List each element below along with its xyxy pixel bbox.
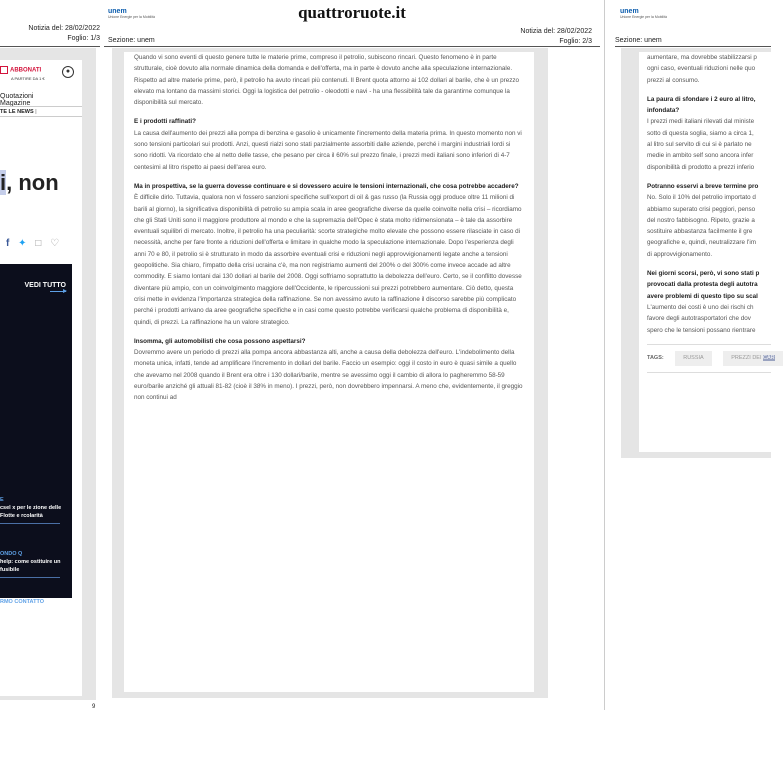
left-nav: [0, 93, 82, 107]
text-line: medie in ambito self sono ancora infer: [647, 152, 754, 160]
left-header-divider: [0, 46, 100, 47]
center-section-label: Sezione: unem: [108, 37, 155, 44]
bookmark-icon[interactable]: □: [35, 238, 42, 249]
text-line: favore degli autotrasportatori che dov: [647, 315, 751, 323]
unem-logo-sub: Unione Energie per la Mobilità: [108, 15, 155, 19]
news-text: csel x per le zione delle Flotte e rcolarità: [0, 505, 62, 519]
text-line: Potranno esservi a breve termine pro: [647, 182, 759, 190]
article-paragraph: [647, 192, 771, 260]
text-line: prezzi al consumo.: [647, 76, 700, 84]
left-page-content: [0, 60, 82, 696]
text-line: disponibilità di prodotto a prezzi inferio: [647, 163, 755, 171]
right-article-body: [639, 52, 775, 452]
text-line: del nostro fabbisogno. Ripeto, grazie a: [647, 216, 755, 224]
center-header-sheet: Foglio: 2/3: [559, 38, 592, 45]
text-line: Nei giorni scorsi, però, vi sono stati p: [647, 270, 760, 278]
center-header-date: Notizia del: 28/02/2022: [520, 28, 592, 35]
nav-item-quotazioni[interactable]: Quotazioni: [0, 93, 34, 100]
text-line: spero che le tensioni possano rientrare: [647, 326, 756, 334]
unem-logo-sub: Unione Energie per la Mobilità: [620, 15, 667, 19]
article-paragraph: Dovremmo avere un periodo di prezzi alla pompa ancora abbastanza alti, anche a causa della debolezza dell'euro. L'indebolimento della moneta unica, infatti, tende ad amplificare l'incremento in dollari del barile. Faccio un esempio: oggi il costo in euro è quasi simile a quello che avevamo nel 2008 quando il Brent era oltre i 130 dollari/barile, mentre se avessimo oggi il cambio di allora lo pagheremmo 58-59 euro/barile anziché gli attuali 81-82 (cioè il 38% in meno). I prezzi, però, non dovrebbero impennarsi. A meno che, evidentemente, il greggio non continui ad: [134, 349, 523, 402]
text-line: I prezzi medi italiani rilevati dal ministe: [647, 118, 755, 126]
twitter-icon[interactable]: ✦: [18, 238, 27, 249]
news-text: uanto va forte e ome si guida HyperGT...: [0, 607, 60, 621]
tag-prezzi-highlight: CAR: [763, 354, 775, 361]
text-line: No. Solo il 10% del petrolio importato d: [647, 194, 756, 202]
unem-logo: [620, 9, 667, 19]
nav-item-magazine[interactable]: Magazine: [0, 100, 31, 107]
article-question: [647, 94, 771, 117]
text-line: aumentare, ma dovrebbe stabilizzarsi p: [647, 54, 757, 61]
left-page-header: [0, 24, 100, 44]
text-line: ogni caso, eventuali riduzioni nelle quo: [647, 65, 756, 73]
vedi-tutto-link[interactable]: VEDI TUTTO: [24, 282, 66, 289]
tags-label: TAGS:: [647, 354, 664, 361]
article-paragraph: Quando vi sono eventi di questo genere tutte le materie prime, compreso il petrolio, subiscono rincari. Questo fenomeno è in parte strutturale, cioè dovuto alla normale dinamica della domanda e dell'offerta, ma in parte è dovuto anche alla speculazione internazionale. Rispetto ad altre materie prime, però, il petrolio ha avuto rincari più contenuti. Il Brent quota attorno ai 102 dollari al barile, che è un prezzo elevato ma lontano da massimi storici. Oggi la logistica del petrolio - oleodotti e navi - ha una flessibilità tale da garantirne comunque la disponibilità sul mercato.: [134, 54, 520, 107]
navbar-label: TE LE NEWS: [0, 109, 34, 115]
right-section-label: Sezione: unem: [615, 37, 662, 44]
left-header-date: Notizia del: 28/02/2022: [28, 25, 100, 32]
news-divider: [0, 577, 60, 578]
text-line: avere problemi di questo tipo su scal: [647, 292, 758, 300]
right-page: [604, 0, 775, 710]
user-icon[interactable]: ●: [62, 66, 74, 78]
article-paragraph: La causa dell'aumento dei prezzi alla pompa di benzina e gasolio è unicamente l'incremento della materia prima. In questo momento non vi sono tensioni particolari sui prodotti. Anzi, questi rialzi sono stati parzialmente assorbiti dalle aziende, perché i margini industriali lordi si sono ridotti. Va ricordato che al netto delle tasse, che pesano per circa il 60% sul prezzo finale, i prezzi medi italiani sono inferiori di 4-7 centesimi al litro rispetto ai paesi dell'area euro.: [134, 129, 522, 171]
abbonati-grid-icon: [0, 66, 8, 74]
center-header-divider: [104, 46, 600, 47]
left-header-sheet: Foglio: 1/3: [67, 35, 100, 42]
article-body: [124, 52, 534, 692]
article-question: [647, 181, 771, 192]
news-item[interactable]: [0, 550, 72, 578]
right-header-divider: [615, 46, 771, 47]
site-brand: quattroruote.it: [298, 3, 406, 22]
article-paragraph: È difficile dirlo. Tuttavia, qualora non vi fossero sanzioni specifiche sull'export di oil & gas russo (la Russia oggi produce oltre 11 milioni di barili al giorno), la significativa disponibilità di petrolio su ampia scala in aree geografiche diverse da quelle coinvolte nella crisi – ricordiamo che gli Stati Uniti sono il maggiore produttore al mondo e che la supremazia dell'Opec è stata molto ridimensionata – è tale da assorbire eventuali squilibri di mercato. Inoltre, il petrolio ha una peculiarità: scorte strategiche molto elevate che possono essere rilasciate in caso di necessità, anche per fare fronte a riduzioni dell'offerta e limitare in qualche modo la speculazione internazionale. Dopo l'esperienza degli anni 70 e 80, il petrolio si è strutturato in modo da assorbire eventuali crisi e riduzioni negli approvvigionamenti legate anche a tensioni geopolitiche. Sia chiaro, l'impatto della crisi ucraina c'è, ma non registriamo aumenti del 200% o del 300% come invece accade ad altre commodity. E siamo lontani dai 130 dollari al barile del 2008. Oggi soffriamo soprattutto la debolezza dell'euro. Certo, se il conflitto dovesse diventare più ampio, con un coinvolgimento maggiore dell'Occidente, le ripercussioni sui prezzi potrebbero aumentare. Ciò detto, questa crisi mette in evidenza l'importanza strategica della raffinazione. Se non avessimo avuto la raffinazione il discorso sarebbe più complicato perché i prodotti arrivano da aree geografiche specifiche e in casi come questo potrebbe verificarsi qualche problema di disponibilità e, quindi, di prezzi. La raffinazione ha un valore strategico.: [134, 194, 522, 326]
text-line: geografiche e, quindi, neutralizzare l'im: [647, 239, 757, 247]
text-line: sostituire abbastanza facilmente il gre: [647, 228, 753, 236]
article-paragraph: [647, 116, 771, 172]
article-paragraph: [647, 52, 771, 86]
news-item[interactable]: [0, 496, 72, 524]
text-line: La paura di sfondare i 2 euro al litro,: [647, 95, 756, 103]
news-divider: [0, 523, 60, 524]
text-line: al litro sul servito di cui si è parlato ne: [647, 141, 752, 149]
text-line: infondata?: [647, 107, 680, 115]
text-line: provocati dalla protesta degli autotra: [647, 281, 758, 289]
unem-logo-text: unem: [108, 8, 127, 15]
news-category: ONDO Q: [0, 551, 23, 557]
unem-logo-text: unem: [620, 8, 639, 15]
related-news-box: [0, 264, 72, 621]
center-page-header: [520, 27, 592, 47]
facebook-icon[interactable]: f: [6, 238, 10, 249]
left-page-number: 9: [92, 704, 96, 710]
news-category: E: [0, 497, 4, 503]
title-highlight: i: [0, 170, 7, 195]
article-question: Insomma, gli automobilisti che cosa possono aspettarsi?: [134, 337, 306, 345]
article-question: E i prodotti raffinati?: [134, 118, 196, 126]
tag-prezzi[interactable]: [723, 351, 782, 366]
heart-icon[interactable]: ♡: [50, 238, 60, 249]
text-line: sotto di questa soglia, siamo a circa 1,: [647, 129, 754, 137]
news-item[interactable]: [0, 598, 72, 622]
tag-russia[interactable]: RUSSIA: [675, 351, 711, 366]
abbonati-label: ABBONATI: [10, 67, 42, 74]
arrow-right-icon[interactable]: [50, 291, 66, 292]
abbonati-sub: A PARTIRE DA 1 €: [11, 75, 45, 81]
tag-prezzi-label: PREZZI DEI: [731, 354, 762, 361]
center-page: [104, 0, 600, 710]
title-rest: , non: [6, 170, 59, 195]
left-page: [0, 0, 105, 710]
text-line: abbiamo superato crisi peggiori, penso: [647, 205, 756, 213]
article-title-fragment: [0, 170, 59, 196]
abbonati-logo[interactable]: [0, 66, 45, 83]
tags-bar: [647, 344, 775, 373]
social-bar: [6, 238, 65, 249]
article-question: [647, 268, 771, 302]
text-line: L'aumento dei costi è uno dei rischi ch: [647, 303, 754, 311]
article-paragraph: [647, 302, 771, 336]
news-navbar[interactable]: TE LE NEWS |: [0, 106, 82, 117]
article-question: Ma in prospettiva, se la guerra dovesse continuare e si dovessero acuire le tensioni internazionali, che cosa potrebbe accadere?: [134, 182, 519, 190]
news-category: RMO CONTATTO: [0, 599, 44, 605]
text-line: di approvvigionamento.: [647, 250, 713, 258]
news-text: help: come ostituire un fusibile: [0, 559, 61, 573]
